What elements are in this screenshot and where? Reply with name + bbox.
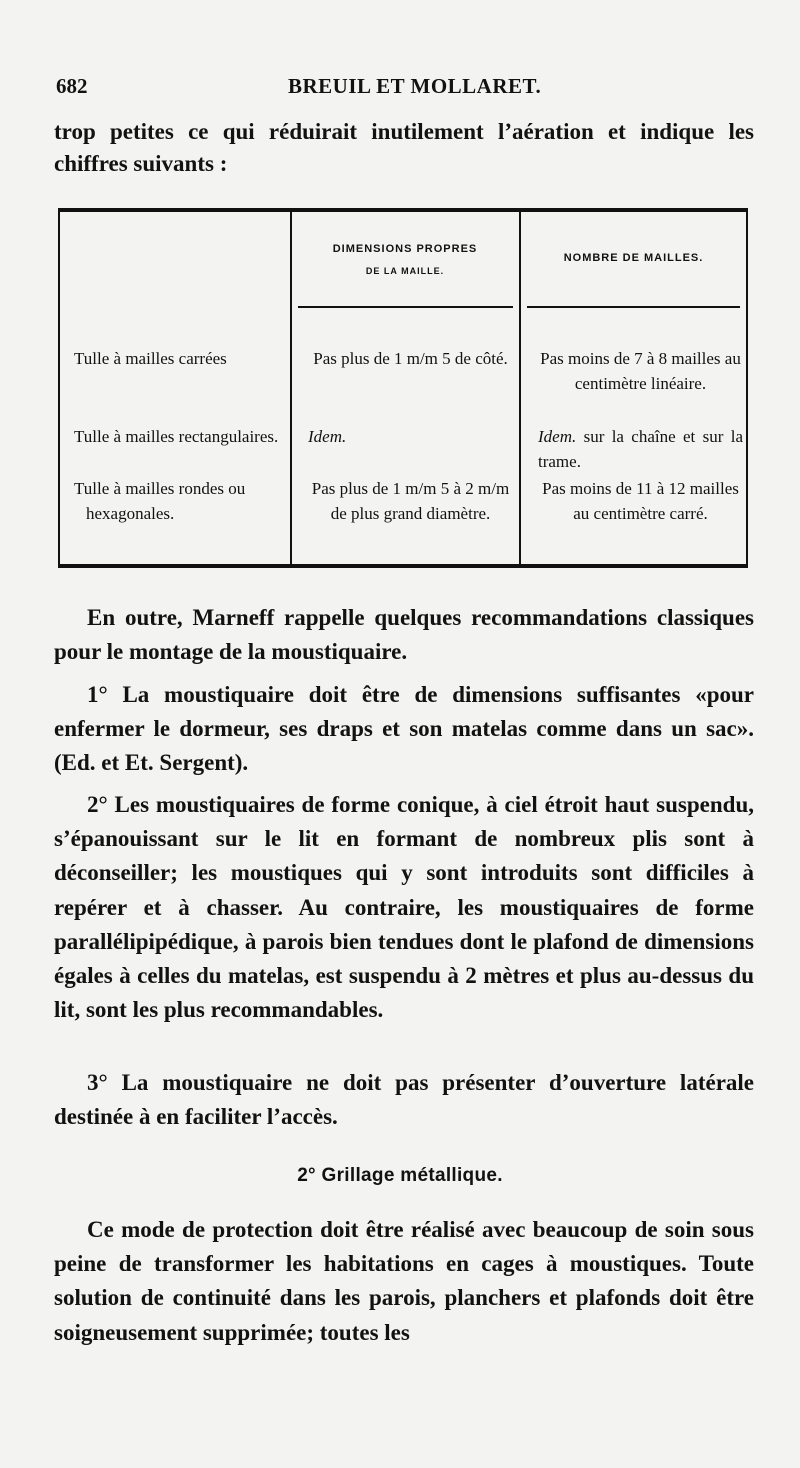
- table-cell-nombre: [538, 424, 743, 474]
- table-header-dimensions-line1: DIMENSIONS PROPRES: [332, 243, 478, 255]
- table-cell-type: Tulle à mailles rectangulaires.: [74, 427, 279, 446]
- table-header-rule: [527, 306, 740, 308]
- page-number: 682: [56, 74, 88, 98]
- section-heading: 2° Grillage métallique.: [297, 1165, 503, 1186]
- idem-text: Idem.: [308, 427, 347, 446]
- intro-paragraph: trop petites ce qui réduirait inutilement l’aération et indique les chiffres suivants :: [54, 119, 754, 176]
- table-cell-nombre-rest: sur la chaîne et sur la trame.: [538, 427, 743, 471]
- paragraph-item-1: 1° La moustiquaire doit être de dimensions suffisantes «pour enfermer le dormeur, ses draps et son matelas comme dans un sac». (Ed. et Et. Sergent).: [54, 682, 754, 776]
- running-title: BREUIL ET MOLLARET.: [288, 74, 542, 98]
- table-header-rule: [298, 306, 513, 308]
- paragraph-grillage: Ce mode de protection doit être réalisé avec beaucoup de soin sous peine de transformer les habitations en cages à moustiques. Toute solution de continuité dans les parois, planchers et plafonds doit être soigneusement supprimée; toutes les: [54, 1217, 754, 1345]
- table-cell-dimensions: Pas plus de 1 m/m 5 à 2 m/m de plus grand diamètre.: [311, 479, 510, 523]
- table-header-dimensions-line2: DE LA MAILLE.: [365, 266, 445, 276]
- table-cell-dimensions: Pas plus de 1 m/m 5 de côté.: [313, 349, 508, 368]
- running-head: [56, 74, 746, 104]
- idem-text: Idem.: [538, 427, 577, 446]
- mesh-table: [58, 208, 748, 568]
- table-cell-dimensions: [308, 424, 513, 449]
- table-header-nombre: NOMBRE DE MAILLES.: [563, 252, 704, 264]
- paragraph-outre: En outre, Marneff rappelle quelques recommandations classiques pour le montage de la moustiquaire.: [54, 605, 754, 665]
- paragraph-item-3: 3° La moustiquaire ne doit pas présenter d’ouverture latérale destinée à en faciliter l’accès.: [54, 1070, 754, 1130]
- table-cell-type: Tulle à mailles carrées: [74, 349, 227, 368]
- table-header-dimensions: [292, 238, 518, 282]
- table-cell-nombre: Pas moins de 11 à 12 mailles au centimètre carré.: [542, 479, 739, 523]
- paragraph-item-2: 2° Les moustiquaires de forme conique, à ciel étroit haut suspendu, s’épanouissant sur le lit en formant de nombreux plis sont à déconseiller; les moustiques qui y sont introduits sont difficiles à repérer et à chasser. Au contraire, les moustiquaires de forme parallélipipédique, à parois bien tendues dont le plafond de dimensions égales à celles du matelas, est suspendu à 2 mètres et plus au-dessus du lit, sont les plus recommandables.: [54, 792, 754, 1023]
- table-cell-type: Tulle à mailles rondes ou hexagonales.: [74, 479, 246, 523]
- table-cell-nombre: Pas moins de 7 à 8 mailles au centimètre linéaire.: [540, 349, 741, 393]
